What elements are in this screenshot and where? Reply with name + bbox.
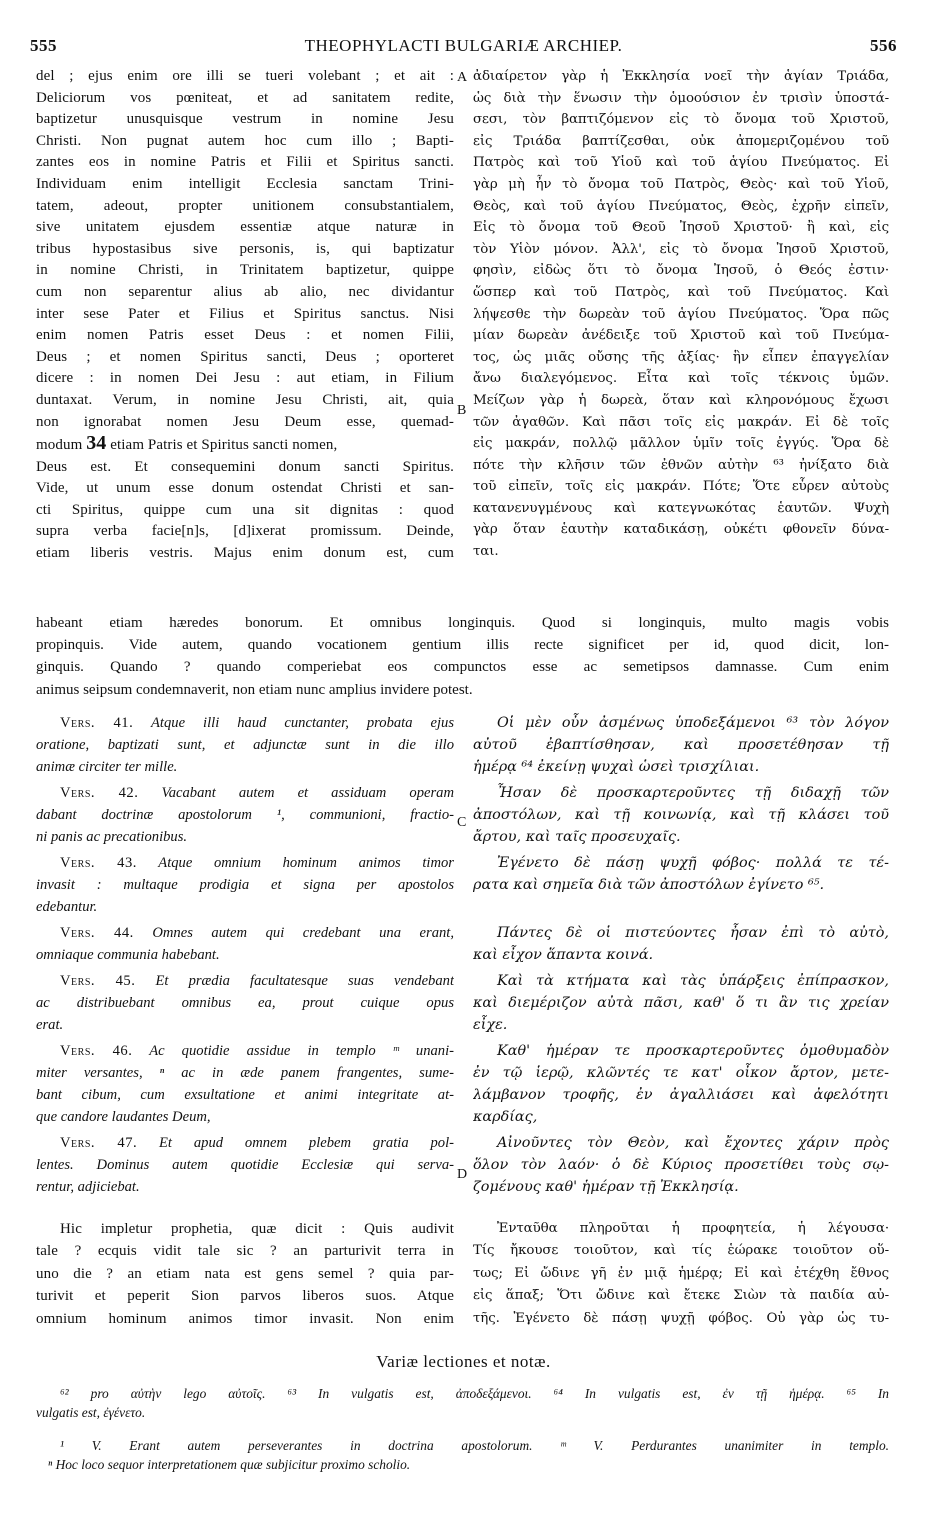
text-line: turivit et peperit Sion parvos liberos suos. Atque xyxy=(36,1288,454,1305)
verse-line: lentes. Dominus autem quotidie Ecclesiæ qui serva- xyxy=(36,1157,454,1173)
verse-line: ρατα καὶ σημεῖα διὰ τῶν ἀποστόλων ἐγίνετο ⁶⁵. xyxy=(473,877,825,893)
verse-text: Atque omnium hominum animos timor xyxy=(158,855,454,871)
verse-label: Vers. 42. xyxy=(60,785,139,801)
verse-line: ἐν τῷ ἱερῷ, κλῶντές τε κατ' οἶκον ἄρτον, μετε- xyxy=(473,1065,889,1081)
text-line: τοῦ εἰπεῖν, τοῖς εἰς μακράν. Πότε; Ὅτε εὗρεν αὐτοὺς xyxy=(473,479,889,495)
text-line xyxy=(36,433,454,457)
verse-line: καρδίας, xyxy=(473,1109,538,1125)
text-line: εἰς μακράν, πολλῷ μᾶλλον ὑμῖν τοῖς ἐγγύς. Ὅρα δὲ xyxy=(473,436,889,452)
text-line: Deliciorum vos pœniteat, et ad sanitatem redite, xyxy=(36,89,454,106)
text-line: Πατρὸς καὶ τοῦ Υἱοῦ καὶ τοῦ ἁγίου Πνεύματος. Εἰ xyxy=(473,155,889,171)
text-line: animus seipsum condemnaverit, non etiam nunc amplius invidere potest. xyxy=(36,681,473,698)
verse-line: Ἦσαν δὲ προσκαρτεροῦντες τῇ διδαχῇ τῶν xyxy=(497,785,889,801)
text-line: Hic impletur prophetia, quæ dicit : Quis audivit xyxy=(60,1221,454,1237)
verse-line: ἡμέρᾳ ⁶⁴ ἐκείνῃ ψυχαὶ ὡσεὶ τρισχίλιαι. xyxy=(473,759,760,775)
greek-column-bottom xyxy=(473,1218,889,1330)
verse-line: Οἱ μὲν οὖν ἀσμένως ὑποδεξάμενοι ⁶³ τὸν λόγον xyxy=(497,715,889,731)
text-line: τως; Εἰ ὤδινε γῆ ἐν μιᾷ ἡμέρᾳ; Εἰ καὶ ἐτέχθη ἔθνος xyxy=(473,1265,889,1281)
verse-line: καὶ εἶχον ἅπαντα κοινά. xyxy=(473,947,654,963)
text-line: τῶν ἀγαθῶν. Καὶ πᾶσι τοῖς εἰς μακράν. Εἰ δὲ τοῖς xyxy=(473,414,889,430)
running-title: THEOPHYLACTI BULGARIÆ ARCHIEP. xyxy=(304,36,623,55)
text-line: τὸν Υἱὸν μόνον. Ἀλλ', εἰς τὸ ὄνομα Ἰησοῦ Χριστοῦ, xyxy=(473,241,889,257)
verse-line: Καὶ τὰ κτήματα καὶ τὰς ὑπάρξεις ἐπίπρασκον, xyxy=(497,973,889,989)
verse-label: Vers. 45. xyxy=(60,973,136,989)
text-line: tatem, adeout, propter unitionem consubstantialem, xyxy=(36,197,454,214)
text-line: εἰς Τριάδα βαπτίζεσθαι, οὐκ ἀπομεριζομένου τοῦ xyxy=(473,133,889,149)
text-line: del ; ejus enim ore illi se tueri volebant ; et ait : xyxy=(36,68,454,84)
latin-column-bottom xyxy=(36,1218,454,1330)
verse-text: Atque illi haud cunctanter, probata ejus xyxy=(151,715,454,731)
text-line: εἰς ἅπαξ; Ὅτι ὤδινε καὶ ἔτεκε Σιὼν τὰ παιδία αὐ- xyxy=(473,1288,889,1304)
verse-line: ὅλον τὸν λαόν· ὁ δὲ Κύριος προσετίθει τοὺς σῳ- xyxy=(473,1157,889,1173)
latin-verses xyxy=(36,712,454,1198)
text-line: tribus hypostasibus sive personis, is, qui baptizatur xyxy=(36,240,454,257)
text-line: φησὶν, εἰδὼς ὅτι τὸ ὄνομα Ἰησοῦ, ὁ Θεός ἐστιν· xyxy=(473,263,889,279)
verse-line: Αἰνοῦντες τὸν Θεὸν, καὶ ἔχοντες χάριν πρὸς xyxy=(497,1135,889,1151)
verse-line xyxy=(36,1040,454,1062)
greek-verses xyxy=(473,712,889,1198)
verse-line: omniaque communia habebant. xyxy=(36,947,220,963)
text-line: σεσι, τὸν βαπτιζόμενον εἰς τὸ ὄνομα τοῦ Χριστοῦ, xyxy=(473,112,889,128)
verse-line: invasit : multaque prodigia et signa per apostolos xyxy=(36,877,454,893)
footnotes-latin xyxy=(36,1436,889,1474)
greek-column-top xyxy=(473,66,889,563)
text-fragment: modum xyxy=(36,437,83,454)
verse-line: αὐτοῦ ἐβαπτίσθησαν, καὶ προσετέθησαν τῇ xyxy=(473,737,889,753)
text-line: dicere : in nomen Dei Jesu : aut etiam, in Filium xyxy=(36,370,454,387)
text-line: inter sese Pater et Filius et Spiritus sanctus. Nisi xyxy=(36,305,454,322)
column-marker-d: D xyxy=(457,1167,468,1182)
text-line: Εἰς τὸ ὄνομα τοῦ Θεοῦ Ἰησοῦ Χριστοῦ· ἢ καὶ, εἰς xyxy=(473,220,889,236)
text-line: ται. xyxy=(473,544,499,560)
verse-label: Vers. 44. xyxy=(60,925,134,941)
text-line: μίαν δωρεὰν ἀνέδειξε τοῦ Χριστοῦ καὶ τοῦ Πνεύμα- xyxy=(473,328,889,344)
verse-line: Καθ' ἡμέραν τε προσκαρτεροῦντες ὁμοθυμαδὸν xyxy=(497,1043,889,1059)
text-line: cti Spiritus, quippe cum una sit dignitas : quod xyxy=(36,501,454,518)
verse-text: Et apud omnem plebem gratia pol- xyxy=(159,1135,454,1151)
text-line: ὥσπερ καὶ τοῦ Πατρὸς, καὶ τοῦ Πνεύματος. Καὶ xyxy=(473,284,889,300)
verse-line: miter versantes, ⁿ ac in æde panem frangentes, sume- xyxy=(36,1065,454,1081)
footnote-line: ⁿ Hoc loco sequor interpretationem quæ subjicitur proximo scholio. xyxy=(48,1457,411,1472)
text-line: baptizetur unusquisque vestrum in nomine Jesu xyxy=(36,111,454,128)
text-line: supra verba facie[n]s, [d]ixerat promissum. Deinde, xyxy=(36,523,454,540)
verse-text: Et prædia facultatesque suas vendebant xyxy=(155,973,454,989)
column-marker-c: C xyxy=(457,815,467,830)
verse-line: ni panis ac precationibus. xyxy=(36,829,188,845)
verse-line: εἶχε. xyxy=(473,1017,508,1033)
page-number-right: 556 xyxy=(870,36,897,55)
text-line: sive unitatem ejusdem essentiæ atque naturæ in xyxy=(36,219,454,236)
verse-line: λάμβανον τροφῆς, ἐν ἀγαλλιάσει καὶ ἀφελότητι xyxy=(473,1087,889,1103)
verse-line: oratione, baptizati sunt, et adjunctæ sunt in die illo xyxy=(36,737,454,753)
text-line: Ἐνταῦθα πληροῦται ἡ προφητεία, ἡ λέγουσα· xyxy=(497,1221,889,1236)
text-line: ἀδιαίρετον γὰρ ἡ Ἐκκλησία νοεῖ τὴν ἁγίαν Τριάδα, xyxy=(473,69,889,84)
text-line: habeant etiam hæredes bonorum. Et omnibus longinquis. Quod si longinquis, multo magis vobis xyxy=(36,615,889,631)
verse-line: erat. xyxy=(36,1017,64,1033)
verse-line xyxy=(36,1132,454,1154)
verse-line: Πάντες δὲ οἱ πιστεύοντες ἦσαν ἐπὶ τὸ αὐτὸ, xyxy=(497,925,889,941)
text-line: Individuam enim intelligit Ecclesia sanctam Trini- xyxy=(36,175,454,192)
page-number-left: 555 xyxy=(30,36,57,55)
latin-column-top xyxy=(36,66,454,565)
verse-line xyxy=(36,970,454,992)
text-line: propinquis. Vide autem, quando vocationem gentium illis recte significet per id, quod dicit, lon- xyxy=(36,637,889,654)
text-line: Μείζων γὰρ ἡ δωρεὰ, ὅταν καὶ κληρονόμους ἔχωσι xyxy=(473,392,889,408)
text-line: enim nomen Patris esset Deus : et nomen Filii, xyxy=(36,327,454,344)
latin-full-width xyxy=(36,612,889,701)
text-fragment: etiam Patris et Spiritus sancti nomen, xyxy=(110,437,338,454)
text-line: ὡς διὰ τὴν ἕνωσιν τὴν ὁμοούσιον ἐν τρισὶν ὑποστά- xyxy=(473,90,889,106)
verse-label: Vers. 43. xyxy=(60,855,137,871)
text-line: Deus est. Et consequemini donum sancti Spiritus. xyxy=(36,458,454,475)
column-marker-a: A xyxy=(457,70,468,85)
text-line: γὰρ μὴ ἦν τὸ ὄνομα τοῦ Πατρὸς, Θεὸς· καὶ τοῦ Υἱοῦ, xyxy=(473,176,889,192)
verse-line: rentur, adjiciebat. xyxy=(36,1179,140,1195)
verse-line: καὶ διεμέριζον αὐτὰ πᾶσι, καθ' ὅ τι ἂν τις χρείαν xyxy=(473,995,889,1011)
page-header xyxy=(30,36,897,62)
verse-text: Vacabant autem et assiduam operam xyxy=(161,785,454,801)
text-line: duntaxat. Verum, in nomine Jesu Christi, ait, quia xyxy=(36,391,454,408)
text-line: tale ? ecquis vidit tale sic ? an parturivit terra in xyxy=(36,1243,454,1260)
verse-line xyxy=(36,782,454,804)
text-line: in nomine Christi, in Trinitatem baptizetur, quippe xyxy=(36,262,454,279)
verse-text: Omnes autem qui credebant una erant, xyxy=(152,925,454,941)
text-line: τῆς. Ἐγένετο δὲ πάσῃ ψυχῇ φόβος. Οὐ γὰρ ὡς τυ- xyxy=(473,1310,889,1326)
verse-line: edebantur. xyxy=(36,899,98,915)
text-line: cum non separentur alius ab alio, nec dividantur xyxy=(36,283,454,300)
text-line: Τίς ἤκουσε τοιοῦτον, καὶ τίς ἑώρακε τοιοῦτον οὕ- xyxy=(473,1243,889,1259)
text-line: Vide, ut unum esse donum ostendat Christi et san- xyxy=(36,480,454,497)
verse-label: Vers. 46. xyxy=(60,1043,133,1059)
text-line: κατανενυγμένους καὶ κατεγνωκότας ἑαυτῶν. Ψυχὴ xyxy=(473,500,889,516)
text-line: Θεὸς, καὶ τοῦ ἁγίου Πνεύματος, Θεὸς, ἐχρῆν εἰπεῖν, xyxy=(473,198,889,214)
text-line: uno die ? an etiam nata est gens semel ? quia par- xyxy=(36,1265,454,1282)
text-line: πότε τὴν κλῆσιν τῶν ἐθνῶν αὐτὴν ⁶³ ἠνίξατο διὰ xyxy=(473,457,889,473)
margin-number: 34 xyxy=(86,433,107,455)
text-line: Christi. Non pugnat autem hoc cum illo ; Bapti- xyxy=(36,132,454,149)
text-line: γὰρ ὅταν ἑαυτὴν καταδικάσῃ, οὐκέτι φθονεῖν δύνα- xyxy=(473,522,889,538)
text-line: λήψεσθε τὴν δωρεὰν τοῦ ἁγίου Πνεύματος. Ὅρα πῶς xyxy=(473,306,889,322)
verse-line: Ἐγένετο δὲ πάσῃ ψυχῇ φόβος· πολλά τε τέ- xyxy=(497,855,889,871)
verse-line xyxy=(36,922,454,944)
text-line: ἄνω διαλεγόμενος. Εἶτα καὶ τοῖς τέκνοις ὑμῶν. xyxy=(473,371,889,387)
verse-line: bant cibum, cum exsultatione et animi integritate at- xyxy=(36,1087,454,1103)
verse-line xyxy=(36,852,454,874)
text-line: Deus ; et nomen Spiritus sancti, Deus ; oporteret xyxy=(36,348,454,365)
verse-line: dabant doctrinæ apostolorum ¹, communioni, fractio- xyxy=(36,807,454,823)
text-line: zantes eos in nomine Patris et Filii et Spiritus sancti. xyxy=(36,154,454,171)
verse-label: Vers. 47. xyxy=(60,1135,138,1151)
verse-label: Vers. 41. xyxy=(60,715,134,731)
column-marker-b: B xyxy=(457,403,467,418)
verse-line: que candore laudantes Deum, xyxy=(36,1109,211,1125)
verse-line: animæ circiter ter mille. xyxy=(36,759,178,775)
verse-text: Ac quotidie assidue in templo ᵐ unani- xyxy=(149,1043,454,1059)
verse-line: ἀποστόλων, καὶ τῇ κοινωνίᾳ, καὶ τῇ κλάσει τοῦ xyxy=(473,807,889,823)
text-line: ginquis. Quando ? quando comperiebat eos compunctos esse ac semetipsos damnasse. Cum enim xyxy=(36,659,889,676)
footnote-line: ⁶² pro αὐτὴν lego αὐτοῖς. ⁶³ In vulgatis est, ἀποδεξάμενοι. ⁶⁴ In vulgatis est, ἐν τῇ ἡμέρᾳ. ⁶⁵ In xyxy=(60,1386,889,1401)
text-line: non ignorabat nomen Jesu Deum esse, quemad- xyxy=(36,413,454,430)
verse-line: ζομένους καθ' ἡμέραν τῇ Ἐκκλησίᾳ. xyxy=(473,1179,739,1195)
footnote-line: ¹ V. Erant autem perseverantes in doctrina apostolorum. ᵐ V. Perdurantes unanimiter in templo. xyxy=(60,1438,889,1453)
verse-line: ac distribuebant omnibus ea, prout cuique opus xyxy=(36,995,454,1011)
text-line: etiam liberis vestris. Majus enim donum est, cum xyxy=(36,545,454,562)
verse-line: ἄρτου, καὶ ταῖς προσευχαῖς. xyxy=(473,829,681,845)
text-line: omnium hominum animos timor invasit. Non enim xyxy=(36,1310,454,1327)
footnotes-greek xyxy=(36,1384,889,1422)
footnote-line: vulgatis est, ἐγένετο. xyxy=(36,1405,146,1420)
text-line: τος, ὡς μιᾶς οὔσης τῆς ἀξίας· ἣν εἶπεν ἐπαγγελίαν xyxy=(473,349,889,365)
verse-line xyxy=(36,712,454,734)
notes-heading: Variæ lectiones et notæ. xyxy=(376,1352,551,1371)
